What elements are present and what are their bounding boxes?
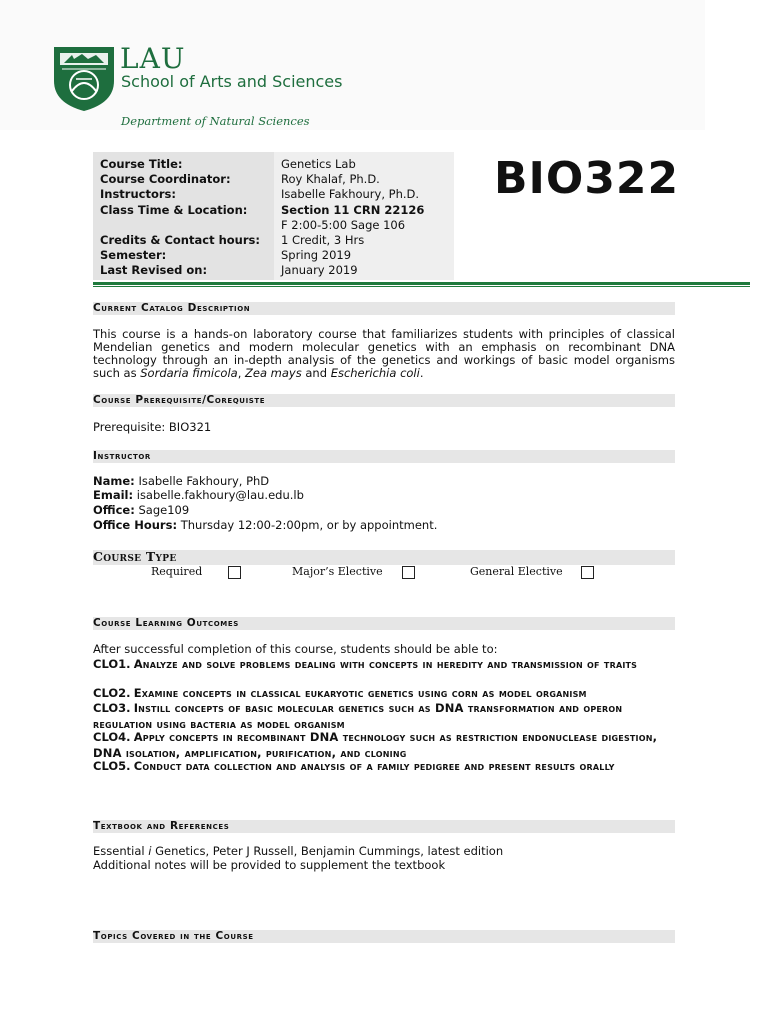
clo-text: Analyze and solve problems dealing with concepts in heredity and transmission of traits: [133, 657, 638, 671]
instructors-label: Instructors:: [100, 187, 176, 201]
instructor-email-line: Email: isabelle.fakhoury@lau.edu.lb: [93, 488, 304, 502]
course-title-label: Course Title:: [100, 157, 183, 171]
course-type-section-title: Course Type: [93, 549, 177, 564]
clo-code: CLO5.: [93, 759, 131, 773]
clo-code: CLO3.: [93, 701, 131, 715]
organism-sordaria: Sordaria fimicola: [140, 366, 238, 380]
clo-item: [93, 730, 673, 762]
clo-item: [93, 657, 673, 673]
textbook-line-2: Additional notes will be provided to supplement the textbook: [93, 858, 446, 872]
prerequisite-text: Prerequisite: BIO321: [93, 420, 212, 434]
department-name: Department of Natural Sciences: [121, 114, 310, 128]
clo-code: CLO2.: [93, 686, 131, 700]
outcomes-section-title: Course Learning Outcomes: [93, 617, 239, 629]
clo-text: Conduct data collection and analysis of a family pedigree and present results orally: [133, 759, 615, 773]
class-time-label: Class Time & Location:: [100, 203, 248, 217]
instructor-section-header: [93, 450, 675, 463]
clo-item: [93, 701, 673, 733]
course-info-table: [93, 152, 454, 280]
instructor-name-line: Name: Isabelle Fakhoury, PhD: [93, 474, 270, 488]
required-checkbox[interactable]: [228, 566, 241, 579]
header-divider-thick: [93, 282, 750, 285]
instructor-section-title: Instructor: [93, 450, 151, 462]
prerequisite-section-header: [93, 394, 675, 407]
clo-text: Apply concepts in recombinant DNA technology such as restriction endonuclease digestion, DNA isolation, amplification, purification, and cloning: [93, 730, 658, 760]
semester-value: Spring 2019: [281, 248, 352, 262]
catalog-section-header: [93, 302, 675, 315]
last-revised-label: Last Revised on:: [100, 263, 208, 277]
time-location-value: F 2:00-5:00 Sage 106: [281, 218, 406, 232]
credits-label: Credits & Contact hours:: [100, 233, 260, 247]
majors-elective-checkbox[interactable]: [402, 566, 415, 579]
clo-text: Examine concepts in classical eukaryotic genetics using corn as model organism: [133, 686, 587, 700]
required-label: Required: [151, 565, 203, 578]
coordinator-value: Roy Khalaf, Ph.D.: [281, 172, 380, 186]
organism-ecoli: Escherichia coli: [330, 366, 420, 380]
outcomes-intro: After successful completion of this course, students should be able to:: [93, 642, 498, 656]
instructor-hours-line: Office Hours: Thursday 12:00-2:00pm, or by appointment.: [93, 518, 438, 532]
general-elective-checkbox[interactable]: [581, 566, 594, 579]
clo-text: Instill concepts of basic molecular genetics such as DNA transformation and operon regulation using bacteria as model organism: [93, 701, 623, 731]
clo-code: CLO4.: [93, 730, 131, 744]
textbook-section-title: Textbook and References: [93, 820, 230, 832]
catalog-description: This course is a hands-on laboratory course that familiarizes students with principles of classical Mendelian genetics and modern molecular genetics with an emphasis on recombinant DNA technology through an in-depth analysis of the genetics and workings of basic model organisms such as Sordaria fimicola, Zea mays and Escherichia coli.: [93, 327, 675, 380]
catalog-section-title: Current Catalog Description: [93, 302, 251, 314]
topics-section-header: [93, 930, 675, 943]
prerequisite-section-title: Course Prerequisite/Corequiste: [93, 394, 266, 406]
textbook-section-header: [93, 820, 675, 833]
last-revised-value: January 2019: [281, 263, 358, 277]
outcomes-section-header: [93, 617, 675, 630]
general-elective-label: General Elective: [470, 565, 563, 578]
credits-value: 1 Credit, 3 Hrs: [281, 233, 365, 247]
textbook-line-1: Essential i Genetics, Peter J Russell, Benjamin Cummings, latest edition: [93, 844, 504, 858]
logo-lau-text: LAU: [120, 42, 186, 75]
course-title-value: Genetics Lab: [281, 157, 356, 171]
lau-shield-logo-icon: [52, 45, 116, 113]
instructors-value: Isabelle Fakhoury, Ph.D.: [281, 187, 420, 201]
instructor-office-line: Office: Sage109: [93, 503, 190, 517]
course-code: BIO322: [494, 153, 680, 204]
clo-item: [93, 759, 673, 775]
organism-zea: Zea mays: [245, 366, 302, 380]
majors-elective-label: Major’s Elective: [292, 565, 383, 578]
course-type-section-header: [93, 550, 675, 565]
clo-code: CLO1.: [93, 657, 131, 671]
topics-section-title: Topics Covered in the Course: [93, 930, 254, 942]
header-divider-thin: [93, 286, 750, 287]
coordinator-label: Course Coordinator:: [100, 172, 231, 186]
semester-label: Semester:: [100, 248, 167, 262]
section-crn-value: Section 11 CRN 22126: [281, 203, 425, 217]
logo-school-text: School of Arts and Sciences: [121, 72, 343, 91]
clo-item: [93, 686, 673, 702]
